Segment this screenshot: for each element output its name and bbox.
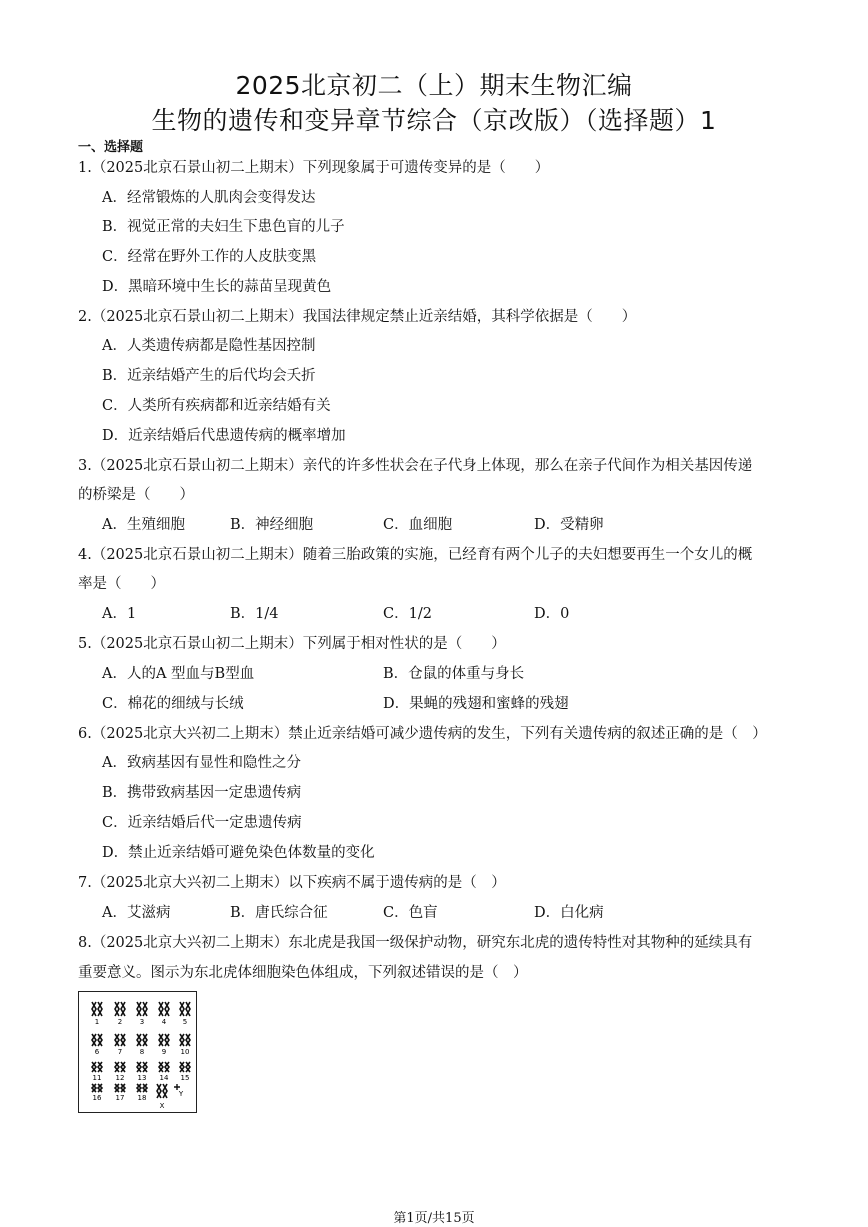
chromosome-label: 7 [117, 1048, 123, 1056]
chromosome-pair [115, 1062, 125, 1072]
question-4-option-b: B．1/4 [230, 606, 279, 622]
chromosome-pair [115, 1084, 125, 1092]
chromosome-pair [92, 1084, 102, 1092]
chromosome-label-y: Y [178, 1090, 184, 1098]
question-4-option-c: C．1/2 [383, 606, 432, 622]
question-7-option-a: A．艾滋病 [102, 905, 171, 921]
question-3-option-a: A．生殖细胞 [102, 517, 185, 533]
question-8-stem-line1: 8.（2025北京大兴初二上期末）东北虎是我国一级保护动物，研究东北虎的遗传特性对其物种的延续具有 [78, 935, 753, 951]
question-6-option-d: D．禁止近亲结婚可避免染色体数量的变化 [102, 845, 375, 861]
question-3-stem-line2: 的桥梁是（ ） [78, 487, 194, 503]
question-1-option-c: C．经常在野外工作的人皮肤变黑 [102, 249, 317, 265]
chromosome-label-x: X [159, 1102, 165, 1110]
chromosome-x [157, 1084, 167, 1098]
chromosome-pair [137, 1002, 147, 1016]
chromosome-label: 12 [115, 1074, 125, 1082]
chromosome-pair [92, 1062, 102, 1072]
chromosome-pair [137, 1034, 147, 1046]
question-4-stem-line2: 率是（ ） [78, 576, 165, 592]
chromosome-pair [137, 1062, 147, 1072]
question-2-option-b: B．近亲结婚产生的后代均会夭折 [102, 368, 316, 384]
question-1-option-a: A．经常锻炼的人肌肉会变得发达 [102, 190, 316, 206]
chromosome-label: 17 [115, 1094, 125, 1102]
chromosome-label: 11 [92, 1074, 102, 1082]
page-footer: 第1页/共15页 [393, 1211, 475, 1226]
chromosome-label: 8 [139, 1048, 145, 1056]
chromosome-pair [159, 1034, 169, 1046]
question-1-stem: 1.（2025北京石景山初二上期末）下列现象属于可遗传变异的是（ ） [78, 160, 550, 176]
question-3-option-c: C．血细胞 [383, 517, 453, 533]
question-3-option-b: B．神经细胞 [230, 517, 314, 533]
chromosome-label: 14 [159, 1074, 169, 1082]
chromosome-label: 1 [94, 1018, 100, 1026]
question-2-option-c: C．人类所有疾病都和近亲结婚有关 [102, 398, 331, 414]
question-2-stem: 2.（2025北京石景山初二上期末）我国法律规定禁止近亲结婚，其科学依据是（ ） [78, 309, 637, 325]
chromosome-pair [115, 1002, 125, 1016]
chromosome-pair [159, 1062, 169, 1072]
document-title-line2: 生物的遗传和变异章节综合（京改版）（选择题）1 [151, 106, 717, 135]
question-1-option-d: D．黑暗环境中生长的蒜苗呈现黄色 [102, 279, 332, 295]
chromosome-pair [159, 1002, 169, 1016]
chromosome-pair [115, 1034, 125, 1046]
chromosome-label: 15 [180, 1074, 190, 1082]
chromosome-pair [137, 1084, 147, 1092]
question-7-stem: 7.（2025北京大兴初二上期末）以下疾病不属于遗传病的是（ ） [78, 875, 506, 891]
question-5-stem: 5.（2025北京石景山初二上期末）下列属于相对性状的是（ ） [78, 636, 506, 652]
question-5-option-d: D．果蝇的残翅和蜜蜂的残翅 [383, 696, 569, 712]
question-1-option-b: B．视觉正常的夫妇生下患色盲的儿子 [102, 219, 345, 235]
chromosome-label: 6 [94, 1048, 100, 1056]
chromosome-label: 16 [92, 1094, 102, 1102]
chromosome-label: 5 [182, 1018, 188, 1026]
chromosome-label: 4 [161, 1018, 167, 1026]
question-6-option-c: C．近亲结婚后代一定患遗传病 [102, 815, 302, 831]
chromosome-label: 2 [117, 1018, 123, 1026]
chromosome-label: 18 [137, 1094, 147, 1102]
question-4-option-a: A．1 [102, 606, 137, 622]
document-title-line1: 2025北京初二（上）期末生物汇编 [235, 71, 633, 100]
question-4-option-d: D．0 [534, 606, 570, 622]
question-2-option-d: D．近亲结婚后代患遗传病的概率增加 [102, 428, 346, 444]
question-7-option-b: B．唐氏综合征 [230, 905, 328, 921]
chromosome-pair [180, 1034, 190, 1046]
question-3-option-d: D．受精卵 [534, 517, 604, 533]
question-7-option-c: C．色盲 [383, 905, 438, 921]
chromosome-pair [92, 1034, 102, 1046]
question-6-option-a: A．致病基因有显性和隐性之分 [102, 755, 301, 771]
question-6-stem: 6.（2025北京大兴初二上期末）禁止近亲结婚可减少遗传病的发生，下列有关遗传病的叙述正确的是（ ） [78, 726, 767, 742]
question-2-option-a: A．人类遗传病都是隐性基因控制 [102, 338, 316, 354]
question-6-option-b: B．携带致病基因一定患遗传病 [102, 785, 302, 801]
question-5-option-a: A．人的A 型血与B型血 [102, 666, 255, 682]
chromosome-pair [92, 1002, 102, 1016]
question-4-stem-line1: 4.（2025北京石景山初二上期末）随着三胎政策的实施，已经育有两个儿子的夫妇想要再生一个女儿的概 [78, 547, 753, 563]
chromosome-label: 9 [161, 1048, 167, 1056]
chromosome-label: 13 [137, 1074, 147, 1082]
karyotype-figure [78, 991, 197, 1113]
chromosome-label: 3 [139, 1018, 145, 1026]
chromosome-pair [180, 1002, 190, 1016]
question-5-option-b: B．仓鼠的体重与身长 [383, 666, 525, 682]
chromosome-pair [180, 1062, 190, 1072]
chromosome-label: 10 [180, 1048, 190, 1056]
question-5-option-c: C．棉花的细绒与长绒 [102, 696, 244, 712]
question-7-option-d: D．白化病 [534, 905, 604, 921]
section-heading: 一、选择题 [78, 140, 144, 155]
question-8-stem-line2: 重要意义。图示为东北虎体细胞染色体组成，下列叙述错误的是（ ） [78, 965, 528, 981]
karyotype-diagram [79, 992, 196, 1112]
question-3-stem-line1: 3.（2025北京石景山初二上期末）亲代的许多性状会在子代身上体现，那么在亲子代间作为相关基因传递 [78, 458, 753, 474]
